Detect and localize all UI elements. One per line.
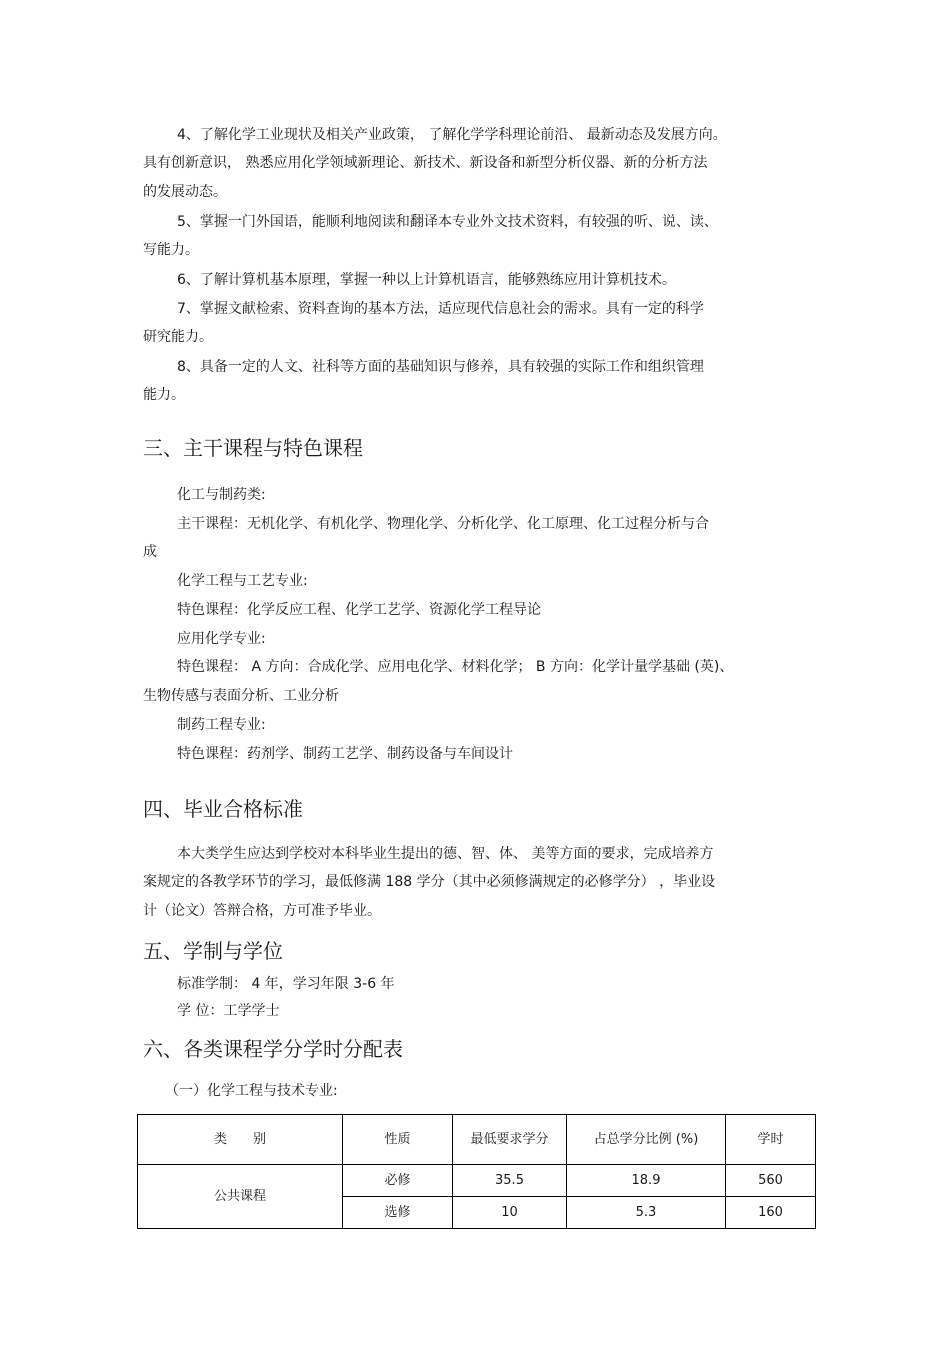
- req-7-line-2: 研究能力。: [143, 329, 213, 345]
- credit-allocation-table: [137, 1114, 816, 1229]
- header-ratio: 占总学分比例 (%): [567, 1115, 726, 1165]
- section-3-line: 成: [143, 544, 157, 560]
- req-4-line-2: 具有创新意识， 熟悉应用化学领域新理论、新技术、新设备和新型分析仪器、新的分析方法: [143, 155, 708, 171]
- ratio-cell: 5.3: [567, 1197, 726, 1229]
- hours-cell: 560: [726, 1165, 816, 1197]
- header-min-credits: 最低要求学分: [453, 1115, 567, 1165]
- section-3-line: 特色课程： A 方向：合成化学、应用电化学、材料化学； B 方向：化学计量学基础 (英)、: [177, 659, 734, 675]
- req-8-line-2: 能力。: [143, 387, 185, 403]
- header-hours: 学时: [726, 1115, 816, 1165]
- section-3-line: 化工与制药类:: [177, 487, 266, 503]
- nature-cell: 必修: [343, 1165, 453, 1197]
- req-4-line-1: 4、了解化学工业现状及相关产业政策， 了解化学学科理论前沿、 最新动态及发展方向。: [177, 127, 727, 143]
- study-duration: 标准学制： 4 年，学习年限 3-6 年: [177, 976, 395, 992]
- req-6-line-1: 6、了解计算机基本原理，掌握一种以上计算机语言，能够熟练应用计算机技术。: [177, 272, 676, 288]
- header-category: 类 别: [138, 1115, 343, 1165]
- ratio-cell: 18.9: [567, 1165, 726, 1197]
- degree: 学 位：工学学士: [177, 1003, 280, 1019]
- section-4-line: 案规定的各教学环节的学习，最低修满 188 学分（其中必须修满规定的必修学分） ，毕业设: [143, 874, 716, 890]
- section-3-line: 生物传感与表面分析、工业分析: [143, 688, 339, 704]
- section-3-line: 特色课程：化学反应工程、化学工艺学、资源化学工程导论: [177, 602, 541, 618]
- section-3-line: 特色课程：药剂学、制药工艺学、制药设备与车间设计: [177, 746, 513, 762]
- req-4-line-3: 的发展动态。: [143, 184, 227, 200]
- section-3-line: 应用化学专业:: [177, 631, 266, 647]
- header-nature: 性质: [343, 1115, 453, 1165]
- credits-cell: 35.5: [453, 1165, 567, 1197]
- section-3-heading: 三、主干课程与特色课程: [143, 436, 363, 460]
- table-header-row: [138, 1115, 816, 1165]
- section-4-line: 计（论文）答辩合格，方可准予毕业。: [143, 903, 381, 919]
- section-4-heading: 四、毕业合格标准: [143, 797, 303, 821]
- table-row: [138, 1165, 816, 1197]
- req-5-line-1: 5、掌握一门外国语，能顺利地阅读和翻译本专业外文技术资料，有较强的听、说、读、: [177, 214, 718, 230]
- req-7-line-1: 7、掌握文献检索、资料查询的基本方法，适应现代信息社会的需求。具有一定的科学: [177, 301, 704, 317]
- req-8-line-1: 8、具备一定的人文、社科等方面的基础知识与修养，具有较强的实际工作和组织管理: [177, 359, 704, 375]
- table-caption: （一）化学工程与技术专业:: [165, 1083, 338, 1099]
- section-6-heading: 六、各类课程学分学时分配表: [143, 1037, 403, 1061]
- section-5-heading: 五、学制与学位: [143, 939, 283, 963]
- section-3-line: 制药工程专业:: [177, 717, 266, 733]
- nature-cell: 选修: [343, 1197, 453, 1229]
- section-3-line: 主干课程：无机化学、有机化学、物理化学、分析化学、化工原理、化工过程分析与合: [177, 516, 709, 532]
- req-5-line-2: 写能力。: [143, 242, 199, 258]
- section-4-line: 本大类学生应达到学校对本科毕业生提出的德、智、体、 美等方面的要求，完成培养方: [177, 846, 714, 862]
- section-3-line: 化学工程与工艺专业:: [177, 573, 308, 589]
- credits-cell: 10: [453, 1197, 567, 1229]
- category-cell: 公共课程: [138, 1165, 343, 1229]
- hours-cell: 160: [726, 1197, 816, 1229]
